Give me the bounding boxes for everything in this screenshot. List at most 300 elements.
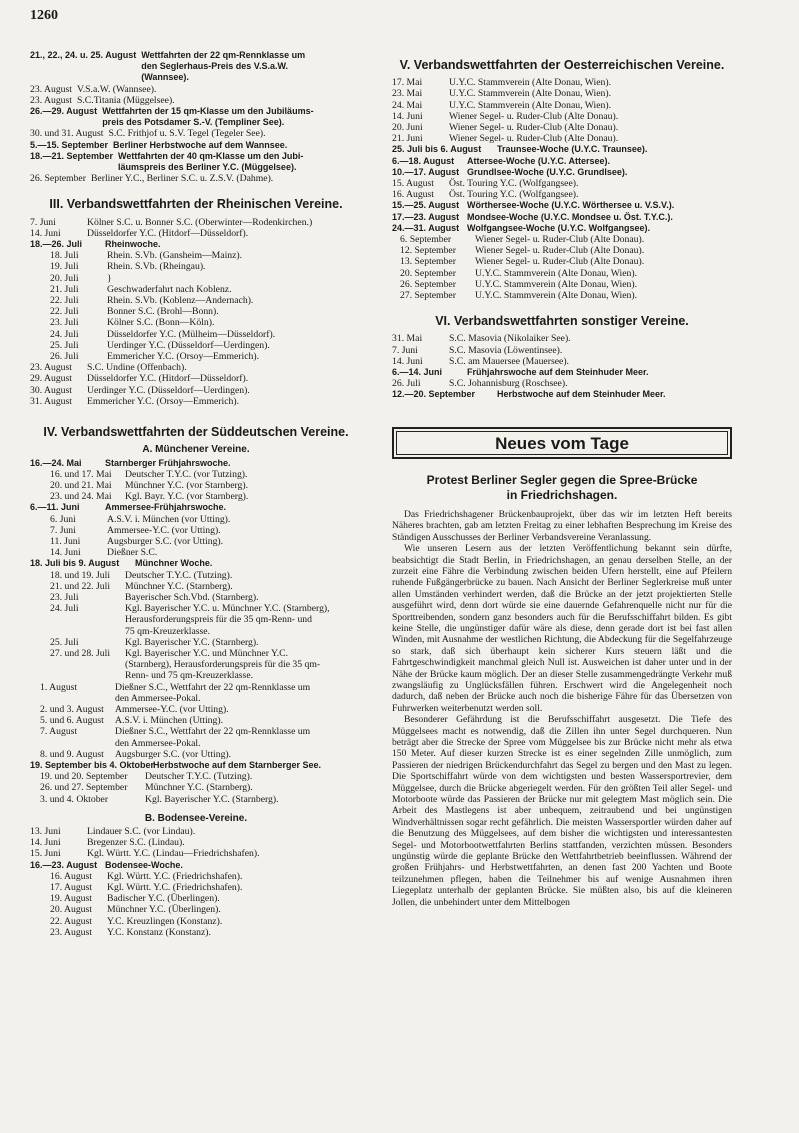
entry-text-line: Traunsee-Woche (U.Y.C. Traunsee). — [497, 144, 648, 155]
schedule-entry — [392, 389, 732, 400]
entry-text — [467, 367, 732, 378]
entry-date: 15. Juni — [30, 848, 61, 860]
entry-text-line: Dießner S.C., Wettfahrt der 22 qm-Rennklasse um — [115, 681, 311, 693]
entry-text-line: V.S.a.W. (Wannsee). — [77, 83, 157, 95]
entry-date: 6.—11. Juni — [30, 502, 80, 513]
schedule-entry — [30, 536, 362, 547]
entry-date: 16.—23. August — [30, 859, 98, 870]
entry-date: 15.—25. August — [392, 200, 460, 211]
entry-text — [475, 290, 732, 301]
entry-text — [105, 239, 362, 250]
schedule-entry — [30, 396, 362, 407]
entry-text-line: Düsseldorfer Y.C. (Mülheim—Düsseldorf). — [107, 328, 276, 340]
schedule-entry — [30, 373, 362, 384]
entry-text — [107, 916, 362, 927]
entry-text — [87, 385, 362, 396]
entry-text-line: den Seglerhaus-Preis des V.S.a.W. — [141, 61, 288, 72]
entry-text — [475, 245, 732, 256]
entry-text-line: U.Y.C. Stammverein (Alte Donau, Wien). — [475, 267, 638, 279]
article-title-line-1: Protest Berliner Segler gegen die Spree-Brücke — [426, 472, 698, 487]
entry-text — [475, 279, 732, 290]
entry-text-line: Dießner S.C. — [107, 547, 158, 559]
entry-text — [115, 715, 362, 726]
entry-text — [115, 726, 362, 748]
entry-text — [125, 581, 362, 592]
entry-text-line: Mondsee-Woche (U.Y.C. Mondsee u. Öst. T.Y.C.). — [467, 211, 673, 222]
schedule-entry — [30, 547, 362, 558]
entry-text — [449, 100, 732, 111]
schedule-entry — [30, 340, 362, 351]
entry-text-line: Öst. Touring Y.C. (Wolfgangsee). — [449, 178, 579, 190]
entry-text-line: A.S.V. i. München (Utting). — [115, 715, 223, 727]
entry-text — [125, 480, 362, 491]
schedule-entry — [392, 234, 732, 245]
news-heading-box — [392, 427, 732, 459]
entry-text-line: Kgl. Württ. Y.C. (Friedrichshafen). — [107, 870, 243, 882]
entry-date: 6.—14. Juni — [392, 367, 443, 378]
entry-text — [497, 389, 732, 400]
schedule-section-4b — [30, 826, 362, 938]
entry-text — [449, 178, 732, 189]
entry-text — [87, 373, 362, 384]
schedule-entry — [392, 100, 732, 111]
entry-date: 5. und 6. August — [40, 715, 104, 727]
entry-text — [107, 525, 362, 536]
schedule-entry — [30, 95, 362, 106]
entry-text-line: Dießner S.C., Wettfahrt der 22 qm-Rennklasse um — [115, 726, 311, 738]
schedule-entry — [30, 491, 362, 502]
entry-date: 25. Juli — [50, 636, 79, 648]
entry-text — [467, 200, 732, 211]
entry-date: 21. Juni — [392, 133, 423, 145]
entry-date: 25. Juli bis 6. August — [392, 144, 482, 155]
entry-text — [107, 536, 362, 547]
schedule-entry — [392, 189, 732, 200]
entry-text — [145, 782, 362, 793]
entry-text — [125, 637, 362, 648]
entry-date: 18.—21. September — [30, 150, 114, 161]
entry-text — [107, 340, 362, 351]
entry-text — [125, 603, 362, 637]
entry-text — [107, 273, 362, 284]
entry-text-line: (Wannsee). — [141, 72, 189, 83]
entry-text-line: Herbstwoche auf dem Starnberger See. — [153, 759, 322, 770]
schedule-entry — [30, 362, 362, 373]
entry-text — [467, 223, 732, 234]
entry-text — [153, 760, 362, 771]
entry-date: 21., 22., 24. u. 25. August — [30, 50, 137, 60]
entry-date: 18.—26. Juli — [30, 239, 83, 250]
entry-text — [449, 189, 732, 200]
entry-text — [449, 356, 732, 367]
schedule-entry — [30, 261, 362, 272]
entry-date: 14. Juni — [30, 227, 61, 239]
entry-date: 6.—18. August — [392, 155, 455, 166]
schedule-entry — [30, 581, 362, 592]
entry-text — [77, 95, 362, 106]
entry-text-line: Kgl. Bayerischer Y.C. u. Münchner Y.C. (Starnberg), — [125, 603, 330, 615]
article-paragraph: Besonderer Gefährdung ist die Berufsschiffahrt ausgesetzt. Die Tiefe des Müggelsees macht es notwendig, daß die Zillen ihn unter Segel durchqueren. Nun beträgt aber die Strecke der Spree vom Müggelsee bis zur Brücke nicht mehr als etwa 150 Meter. Auf dieser kurzen Strecke ist es einer segelnden Zille unmöglich, zum Passieren der niedrigen Brückendurchfahrt das Segel zu bergen und den Mast zu legen. Die Sportschiffahrt würde von dem wichtigsten und besten Wassersportrevier, dem Müggelsee, durch die Brücke abgeriegelt werden. Für den größten Teil aller Segel- und Motorboote würde das Passieren der Brücke nur mit gelegtem Mast möglich sein. Die Arbeit des Mastlegens ist aber unbequem, zeitraubend und bei ungünstigen Windverhältnissen sogar recht gefährlich. Die meisten Wassersportler würden daher auf die Benutzung des Müggelsees, auf dem bisher die wichtigsten und interessantesten Segel- und Motorbootwettfahrten Berlins stattfanden, verzichten müssen. Besonders ungünstig würde die geplante Brücke den Wettfahrtbetrieb beeinflussen. Während der großen Frühjahrs- und Herbstwettfahrten, an denen fast 200 Yachten und Boote teilzunehmen pflegen, haben die Teilnehmer bis auf wenige Ausnahmen ihren Liegeplatz unterhalb der geplanten Brücke. Sie müßten also, bis auf die kleineren Jollen, die unbehindert unter dem Mittelbogen — [392, 714, 732, 908]
schedule-entry — [30, 848, 362, 859]
entry-text — [107, 250, 362, 261]
schedule-entry — [392, 256, 732, 267]
section-3-heading: III. Verbandswettfahrten der Rheinischen Vereine. — [49, 197, 343, 212]
entry-text-line: Rheinwoche. — [105, 239, 161, 250]
entry-text — [107, 882, 362, 893]
entry-date: 30. August — [30, 384, 72, 396]
entry-date: 13. September — [400, 256, 456, 268]
entry-text-line: Bregenzer S.C. (Lindau). — [87, 837, 185, 849]
schedule-entry — [30, 469, 362, 480]
entry-date: 29. August — [30, 373, 72, 385]
entry-date: 16. und 17. Mai — [50, 468, 112, 480]
entry-date: 23. August — [30, 94, 72, 106]
entry-text — [145, 771, 362, 782]
entry-text-line: U.Y.C. Stammverein (Alte Donau, Wien). — [449, 99, 612, 111]
schedule-entry — [30, 502, 362, 513]
entry-text — [141, 50, 362, 84]
entry-text — [108, 128, 362, 139]
entry-text — [105, 458, 362, 469]
schedule-entry — [392, 356, 732, 367]
schedule-entry — [30, 228, 362, 239]
entry-text — [449, 111, 732, 122]
entry-text-line: Kgl. Bayerischer Y.C. (Starnberg). — [125, 636, 259, 648]
section-5-heading: V. Verbandswettfahrten der Oesterreichischen Vereine. — [399, 58, 725, 72]
schedule-entry — [392, 367, 732, 378]
entry-text — [87, 217, 362, 228]
schedule-entry — [30, 782, 362, 793]
schedule-entry — [30, 760, 362, 771]
entry-text-line: U.Y.C. Stammverein (Alte Donau, Wien). — [475, 278, 638, 290]
entry-text-line: Grundlsee-Woche (U.Y.C. Grundlsee). — [467, 166, 628, 177]
entry-text-line: Wiener Segel- u. Ruder-Club (Alte Donau). — [449, 133, 619, 145]
schedule-entry — [30, 84, 362, 95]
entry-text-line: Y.C. Konstanz (Konstanz). — [107, 926, 211, 938]
schedule-entry — [392, 345, 732, 356]
entry-date: 14. Juni — [30, 837, 61, 849]
schedule-entry — [392, 178, 732, 189]
entry-text-line: Emmericher Y.C. (Orsoy—Emmerich). — [107, 351, 259, 363]
section-4a-heading: A. Münchener Vereine. — [142, 444, 250, 456]
entry-text — [467, 167, 732, 178]
entry-date: 26. Juli — [50, 351, 79, 363]
entry-date: 7. Juni — [50, 524, 76, 536]
entry-date: 23. August — [50, 926, 92, 938]
schedule-entry — [30, 480, 362, 491]
entry-text — [107, 329, 362, 340]
entry-text-line: Kgl. Bayerischer Y.C. und Münchner Y.C. — [125, 647, 289, 659]
entry-text — [467, 212, 732, 223]
article-paragraph: Das Friedrichshagener Brückenbauprojekt, über das wir im letzten Heft bereits Näheres brachten, gab am letzten Freitag zu einer lebhaften Besprechung im Kreise des Ständigen Ausschusses der Berliner Verbandsvereine Veranlassung. — [392, 508, 732, 543]
entry-text-line: Wettfahrten der 15 qm-Klasse um den Jubiläums- — [102, 106, 314, 117]
entry-date: 20. Juli — [50, 272, 79, 284]
schedule-top — [30, 50, 362, 184]
entry-text — [107, 927, 362, 938]
entry-date: 7. August — [40, 726, 78, 738]
schedule-entry — [30, 771, 362, 782]
schedule-entry — [30, 704, 362, 715]
entry-date: 15. August — [392, 178, 434, 190]
entry-date: 19. und 20. September — [40, 771, 128, 783]
schedule-entry — [30, 306, 362, 317]
entry-text — [87, 837, 362, 848]
entry-text-line: S.C. Frithjof u. S.V. Tegel (Tegeler See). — [108, 128, 266, 140]
entry-text-line: Düsseldorfer Y.C. (Hitdorf—Düsseldorf). — [87, 227, 249, 239]
entry-date: 24. Juli — [50, 603, 79, 615]
entry-date: 30. und 31. August — [30, 128, 104, 140]
entry-date: 24. Juli — [50, 328, 79, 340]
entry-date: 5.—15. September — [30, 139, 109, 150]
page-number: 1260 — [30, 8, 58, 23]
entry-text-line: Ammersee-Y.C. (vor Utting). — [107, 524, 221, 536]
schedule-entry — [30, 927, 362, 938]
entry-text — [107, 306, 362, 317]
schedule-entry — [30, 916, 362, 927]
schedule-entry — [30, 726, 362, 748]
entry-text — [115, 682, 362, 704]
entry-text-line: Kölner S.C. u. Bonner S.C. (Oberwinter—Rodenkirchen.) — [87, 216, 313, 228]
entry-date: 3. und 4. Oktober — [40, 793, 109, 805]
schedule-entry — [392, 144, 732, 155]
schedule-entry — [30, 826, 362, 837]
entry-text-line: Herausforderungspreis für die 35 qm-Renn- und — [125, 614, 312, 626]
entry-text-line: Düsseldorfer Y.C. (Hitdorf—Düsseldorf). — [87, 373, 249, 385]
schedule-entry — [30, 284, 362, 295]
article-paragraph: Wie unseren Lesern aus der letzten Veröffentlichung bekannt sein dürfte, beabsichtigt die Stadt Berlin, in Friedrichshagen, an genau derselben Stelle, an der zurzeit eine Fähre die Verbindung zwischen beiden Ufern herstellt, eine auf Pfeilern ruhende Fußgängerbrücke zu bauen. Nach Ansicht der Berliner Seglerkreise muß unter allen Umständen verhindert werden, daß die Brücke an der jetzt projektierten Stelle ausgeführt wird, denn dort würde sie eine dauernde Gefahrenquelle nicht nur für die Sporttreibenden, sondern ganz besonders auch für die Berufsschiffahrt bilden. Es gibt keine Stelle, die ungünstiger dafür wäre als diese, denn gerade dort ist bei fast allen Winden, mit Ausnahme der westlichen Richtung, die Abdeckung für die Segelfahrzeuge so stark, daß sich überhaupt kein sicherer Kurs steuern läßt und die Fahrtgeschwindigkeit manchmal gleich Null ist. Ausweichen ist daher unter und in der Nähe der Brücke kaum möglich. Der an dieser Stelle zusammengedrängte Verkehr muß zwangsläufig zu Unglücksfällen führen. Erschwert wird die Angelegenheit noch dadurch, daß neben der Brücke auch noch die bisherige Fähre für das Übersetzen von Fuhrwerken weiterbenutzt werden soll. — [392, 543, 732, 714]
section-4-heading: IV. Verbandswettfahrten der Süddeutschen Vereine. — [43, 425, 349, 440]
entry-date: 21. Juli — [50, 283, 79, 295]
entry-date: 27. September — [400, 290, 456, 302]
schedule-section-6 — [392, 333, 732, 400]
entry-text-line: U.Y.C. Stammverein (Alte Donau, Wien). — [449, 77, 612, 89]
schedule-entry — [30, 682, 362, 704]
entry-text — [107, 514, 362, 525]
schedule-entry — [30, 385, 362, 396]
entry-text — [449, 345, 732, 356]
schedule-entry — [30, 871, 362, 882]
entry-text-line: Münchner Y.C. (Überlingen). — [107, 904, 221, 916]
entry-text-line: Attersee-Woche (U.Y.C. Attersee). — [467, 155, 611, 166]
entry-date: 18. Juli — [50, 250, 79, 262]
entry-date: 20. und 21. Mai — [50, 479, 112, 491]
entry-date: 20. September — [400, 267, 456, 279]
entry-text-line: Rhein. S.Vb. (Gansheim—Mainz). — [107, 250, 243, 262]
entry-date: 26.—29. August — [30, 106, 98, 117]
schedule-section-4a — [30, 458, 362, 805]
schedule-entry — [392, 333, 732, 344]
schedule-entry — [392, 156, 732, 167]
entry-text-line: läumspreis des Berliner Y.C. (Müggelsee). — [118, 162, 297, 173]
entry-text-line: Rhein. S.Vb. (Koblenz—Andernach). — [107, 295, 254, 307]
entry-date: 31. August — [30, 395, 72, 407]
entry-text-line: Badischer Y.C. (Überlingen). — [107, 893, 220, 905]
entry-text — [107, 893, 362, 904]
entry-text-line: preis des Potsdamer S.-V. (Templiner See). — [102, 117, 285, 128]
entry-text — [475, 234, 732, 245]
schedule-entry — [392, 268, 732, 279]
entry-text — [497, 144, 732, 155]
entry-date: 19. September bis 4. Oktober — [30, 759, 155, 770]
entry-text-line: Kgl. Württ. Y.C. (Friedrichshafen). — [107, 882, 243, 894]
entry-text-line: Wörthersee-Woche (U.Y.C. Wörthersee u. V.S.V.). — [467, 200, 675, 211]
entry-text-line: Y.C. Kreuzlingen (Konstanz). — [107, 915, 223, 927]
entry-text — [115, 749, 362, 760]
section-6-heading: VI. Verbandswettfahrten sonstiger Vereine. — [435, 314, 689, 329]
schedule-entry — [30, 273, 362, 284]
schedule-entry — [30, 749, 362, 760]
entry-text-line: Geschwaderfahrt nach Koblenz. — [107, 283, 232, 295]
entry-text — [449, 77, 732, 88]
entry-text-line: Uerdinger Y.C. (Düsseldorf—Uerdingen). — [87, 384, 250, 396]
schedule-entry — [30, 317, 362, 328]
entry-text — [107, 871, 362, 882]
entry-text-line: Augsburger S.C. (vor Utting). — [115, 748, 232, 760]
entry-text — [107, 261, 362, 272]
schedule-entry — [30, 592, 362, 603]
schedule-entry — [30, 715, 362, 726]
entry-date: 26. und 27. September — [40, 782, 128, 794]
entry-text-line: Uerdinger Y.C. (Düsseldorf—Uerdingen). — [107, 339, 270, 351]
entry-date: 16. August — [50, 870, 92, 882]
entry-text-line: S.C. am Mauersee (Mauersee). — [449, 355, 569, 367]
entry-text-line: Wolfgangsee-Woche (U.Y.C. Wolfgangsee). — [467, 222, 651, 233]
entry-text — [467, 156, 732, 167]
entry-text — [107, 284, 362, 295]
entry-text — [475, 256, 732, 267]
entry-date: 7. Juni — [392, 344, 418, 356]
entry-text-line: Starnberger Frühjahrswoche. — [105, 457, 231, 468]
entry-text-line: Bayerischer Sch.Vbd. (Starnberg). — [125, 591, 259, 603]
entry-date: 14. Juni — [392, 110, 423, 122]
schedule-entry — [30, 570, 362, 581]
entry-text-line: Wiener Segel- u. Ruder-Club (Alte Donau). — [475, 234, 645, 246]
entry-text-line: Wiener Segel- u. Ruder-Club (Alte Donau). — [475, 245, 645, 257]
entry-date: 26. September — [30, 173, 86, 185]
entry-text — [449, 122, 732, 133]
entry-text — [125, 648, 362, 682]
entry-text-line: Augsburger S.C. (vor Utting). — [107, 535, 224, 547]
schedule-section-5 — [392, 77, 732, 301]
schedule-entry — [30, 603, 362, 637]
entry-text — [107, 547, 362, 558]
schedule-entry — [392, 290, 732, 301]
schedule-entry — [30, 50, 362, 84]
entry-text-line: Wettfahrten der 22 qm-Rennklasse um — [141, 50, 306, 60]
entry-date: 19. Juli — [50, 261, 79, 273]
entry-text — [115, 704, 362, 715]
article-title — [392, 473, 732, 503]
entry-text — [449, 133, 732, 144]
entry-text-line: Bonner S.C. (Brohl—Bonn). — [107, 306, 219, 318]
entry-text-line: Wettfahrten der 40 qm-Klasse um den Jubi- — [118, 150, 304, 161]
entry-text — [87, 362, 362, 373]
schedule-entry — [30, 140, 362, 151]
entry-text-line: Bodensee-Woche. — [105, 859, 183, 870]
entry-date: 24. Mai — [392, 99, 423, 111]
schedule-entry — [30, 558, 362, 569]
entry-text-line: S.C. Masovia (Nikolaiker See). — [449, 333, 571, 345]
schedule-entry — [30, 239, 362, 250]
entry-date: 26. Juli — [392, 378, 421, 390]
entry-text-line: Kölner S.C. (Bonn—Köln). — [107, 317, 215, 329]
entry-text — [107, 904, 362, 915]
schedule-entry — [30, 514, 362, 525]
entry-text-line: Münchner Y.C. (Starnberg). — [125, 580, 233, 592]
entry-date: 1. August — [40, 681, 78, 693]
entry-date: 27. und 28. Juli — [50, 647, 111, 659]
entry-text — [113, 140, 362, 151]
entry-text — [87, 848, 362, 859]
schedule-entry — [392, 223, 732, 234]
news-heading: Neues vom Tage — [396, 431, 728, 455]
entry-text — [105, 860, 362, 871]
entry-text — [91, 173, 362, 184]
entry-text — [449, 88, 732, 99]
entry-text-line: Wiener Segel- u. Ruder-Club (Alte Donau). — [449, 122, 619, 134]
schedule-entry — [30, 882, 362, 893]
entry-date: 12. September — [400, 245, 456, 257]
schedule-entry — [392, 133, 732, 144]
entry-text-line: Kgl. Bayerischer Y.C. (Starnberg). — [145, 793, 279, 805]
entry-date: 23. August — [30, 83, 72, 95]
entry-text — [449, 333, 732, 344]
entry-date: 13. Juni — [30, 826, 61, 837]
entry-text-line: Kgl. Bayr. Y.C. (vor Starnberg). — [125, 491, 249, 503]
entry-text-line: S.C. Johannisburg (Roschsee). — [449, 378, 568, 390]
schedule-entry — [30, 648, 362, 682]
schedule-entry — [30, 151, 362, 173]
entry-date: 8. und 9. August — [40, 748, 104, 760]
entry-text — [77, 84, 362, 95]
entry-text-line: Berliner Y.C., Berliner S.C. u. Z.S.V. (Dahme). — [90, 173, 274, 185]
entry-text — [102, 106, 362, 128]
entry-text-line: Deutscher T.Y.C. (Tutzing). — [145, 771, 253, 783]
entry-date: 17. August — [50, 882, 92, 894]
schedule-entry — [392, 279, 732, 290]
schedule-entry — [30, 637, 362, 648]
entry-text-line: Wiener Segel- u. Ruder-Club (Alte Donau). — [475, 256, 645, 268]
entry-date: 17. Mai — [392, 77, 423, 89]
schedule-entry — [30, 295, 362, 306]
entry-date: 25. Juli — [50, 339, 79, 351]
entry-text-line: U.Y.C. Stammverein (Alte Donau, Wien). — [475, 290, 638, 302]
entry-text-line: Münchner Y.C. (vor Starnberg). — [125, 479, 249, 491]
schedule-entry — [392, 77, 732, 88]
schedule-entry — [30, 106, 362, 128]
right-column — [392, 50, 732, 908]
entry-date: 18. und 19. Juli — [50, 569, 111, 581]
entry-text — [87, 228, 362, 239]
entry-text — [475, 268, 732, 279]
entry-date: 16.—24. Mai — [30, 457, 82, 468]
entry-text — [125, 570, 362, 581]
entry-text-line: Münchner Y.C. (Starnberg). — [145, 782, 253, 794]
entry-date: 22. Juli — [50, 295, 79, 307]
entry-date: 23. August — [30, 362, 72, 374]
entry-date: 12.—20. September — [392, 389, 476, 400]
entry-text-line: S.C.Titania (Müggelsee). — [77, 94, 175, 106]
entry-text — [125, 469, 362, 480]
entry-text — [449, 378, 732, 389]
schedule-entry — [30, 904, 362, 915]
schedule-entry — [30, 794, 362, 805]
entry-text-line: } — [107, 272, 112, 284]
entry-text-line: Ammersee-Frühjahrswoche. — [105, 502, 227, 513]
entry-text — [87, 396, 362, 407]
entry-date: 11. Juni — [50, 535, 81, 547]
schedule-entry — [30, 893, 362, 904]
